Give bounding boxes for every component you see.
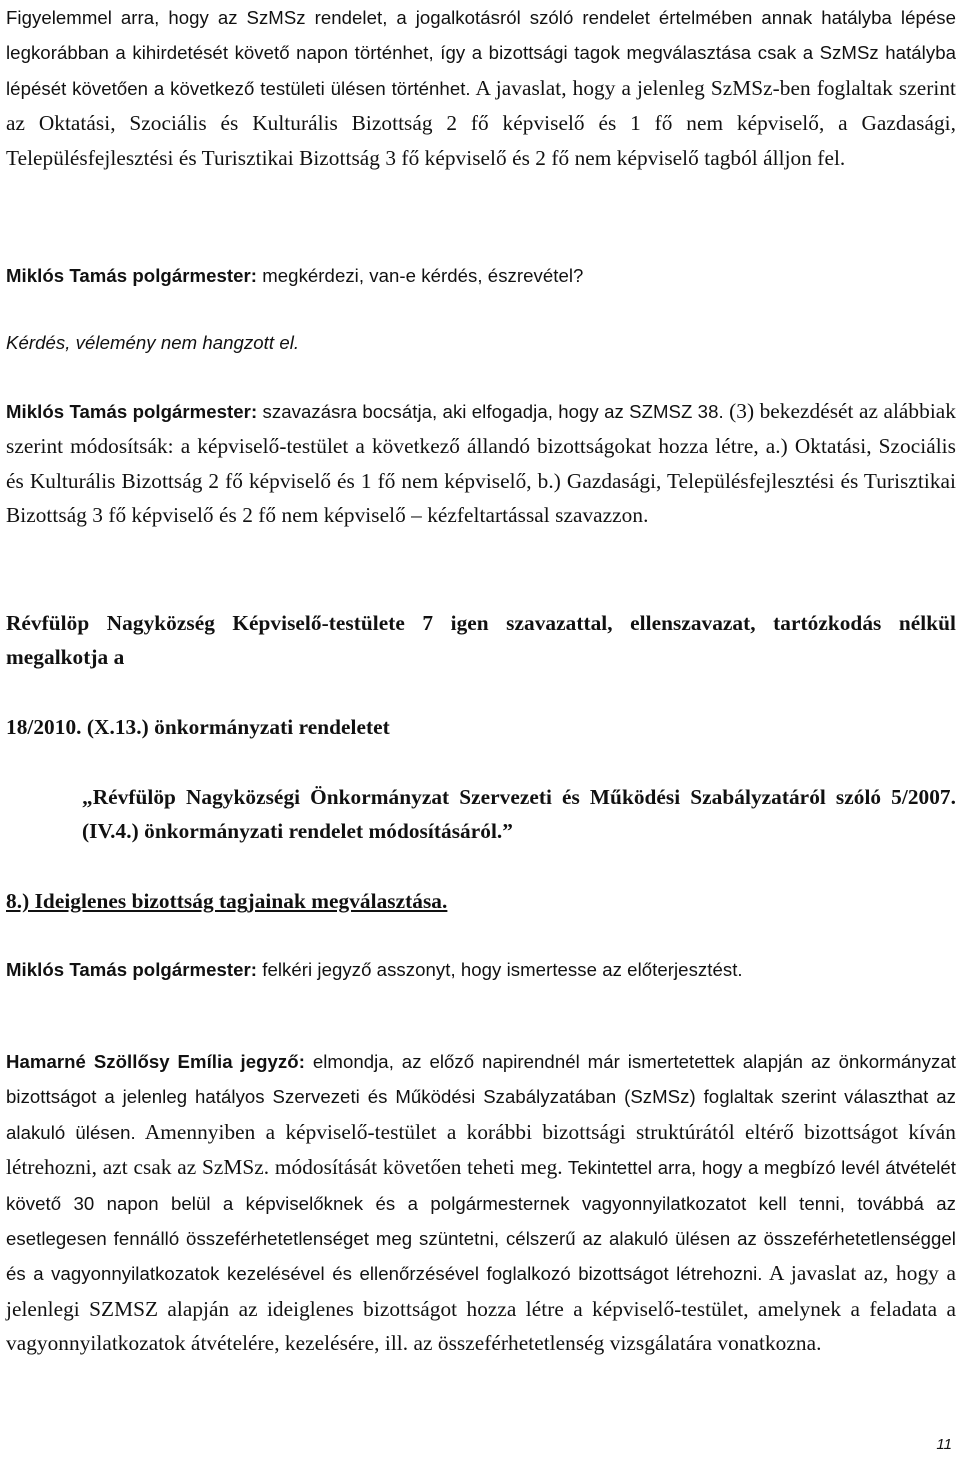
paragraph-text: elmondja, az előző napirendnél már ismertetettek alapján az önkormányzat bizottságot a jelenleg hatályos Szervezeti és Működési Szabályzatában (SzMSz) foglaltak szerint választhat az alakuló ülésen. [6, 1051, 956, 1143]
paragraph-szmsz-timing [6, 0, 956, 175]
paragraph-text: (3) bekezdését az alábbiak szerint módosítsák: a képviselő-testület a következő állandó bizottságokat hozza létre, a.) Oktatási, Szociális és Kulturális Bizottság 2 fő képviselő és 1 fő nem képviselő, b.) Gazdasági, Településfejlesztési és Turisztikai Bizottság 3 fő képviselő és 2 fő nem képviselő – kézfeltartással szavazzon. [6, 399, 956, 528]
speaker-label: Miklós Tamás polgármester: [6, 265, 258, 286]
paragraph-text: Figyelemmel arra, hogy az SzMSz rendelet, a jogalkotásról szóló rendelet értelmében annak hatályba lépése legkorábban a kihirdetését követő napon történhet, így a bizottsági tagok megválasztása csak a SzMSz hatályba lépését követően a következő testületi ülésen történhet. [6, 7, 956, 99]
paragraph-no-questions: Kérdés, vélemény nem hangzott el. [6, 332, 300, 353]
paragraph-text: felkéri jegyző asszonyt, hogy ismertesse az előterjesztést. [257, 959, 743, 980]
paragraph-notary-statement [6, 1044, 956, 1361]
paragraph-text: A javaslat az, hogy a jelenlegi SZMSZ alapján az ideiglenes bizottságot hozza létre a képviselő-testület, amelynek a feladata a vagyonnyilatkozatok átvételére, kezelésére, ill. az összeférhetetlenség vizsgálatára vonatkozna. [6, 1261, 956, 1356]
paragraph-mayor-vote [6, 394, 956, 533]
paragraph-text: A javaslat, hogy a jelenleg SzMSz-ben foglaltak szerint az Oktatási, Szociális és Kulturális Bizottság 2 fő képviselő és 1 fő nem képviselő, a Gazdasági, Településfejlesztési és Turisztikai Bizottság 3 fő képviselő és 2 fő nem képviselő tagból álljon fel. [6, 75, 956, 170]
paragraph-resolution: Révfülöp Nagyközség Képviselő-testülete 7 igen szavazattal, ellenszavazat, tartózkodás nélkül megalkotja a [6, 611, 956, 670]
regulation-title: „Révfülöp Nagyközségi Önkormányzat Szervezeti és Működési Szabályzatáról szóló 5/2007. (IV.4.) önkormányzati rendelet módosításáról.” [82, 785, 956, 844]
speaker-label: Miklós Tamás polgármester: [6, 401, 258, 422]
paragraph-text: megkérdezi, van-e kérdés, észrevétel? [257, 265, 584, 286]
paragraph-mayor-question [6, 258, 956, 293]
agenda-item-heading: 8.) Ideiglenes bizottság tagjainak megválasztása. [6, 889, 448, 913]
paragraph-text: Tekintettel arra, hogy a megbízó levél átvételét követő 30 napon belül a képviselőknek és a polgármesternek vagyonnyilatkozatot kell tenni, továbbá az esetlegesen fennálló összeférhetetlenséget meg szüntetni, célszerű az alakuló ülésen az összeférhetetlenséggel és a vagyonnyilatkozatok kezelésével és ellenőrzésével foglalkozó bizottságot létrehozni. [6, 1157, 956, 1285]
speaker-label: Miklós Tamás polgármester: [6, 959, 258, 980]
page-number: 11 [936, 1436, 952, 1453]
paragraph-text: szavazásra bocsátja, aki elfogadja, hogy az SZMSZ 38. [257, 401, 724, 422]
paragraph-mayor-request [6, 952, 956, 987]
speaker-label: Hamarné Szöllősy Emília jegyző: [6, 1051, 305, 1072]
paragraph-text: Amennyiben a képviselő-testület a korábbi bizottsági struktúrától eltérő bizottságot kíván létrehozni, azt csak az SzMSz. módosítását követően teheti meg. [6, 1119, 956, 1180]
regulation-number: 18/2010. (X.13.) önkormányzati rendeletet [6, 715, 390, 739]
